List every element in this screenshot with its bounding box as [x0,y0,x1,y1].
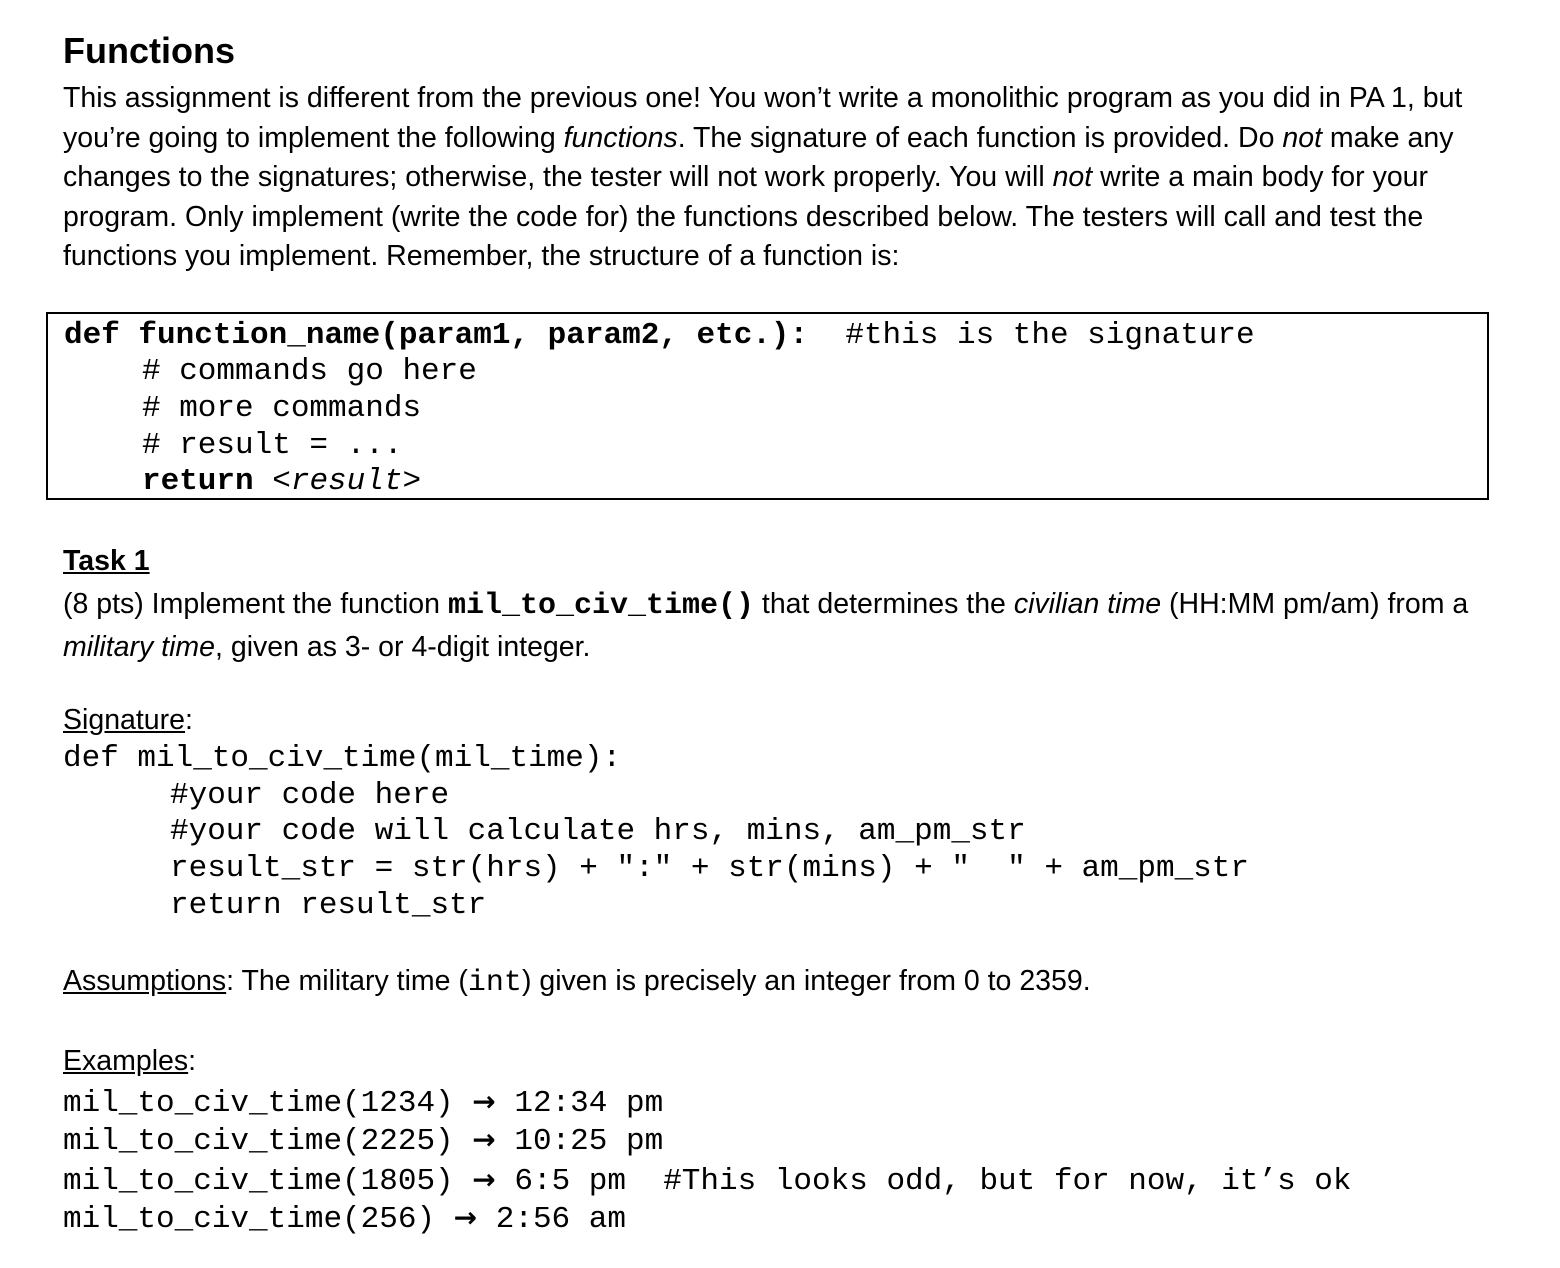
task-pts-text: (8 pts) Implement the function [63,588,448,620]
code-line-return [142,464,421,500]
task-desc-text-1: that determines the [754,588,1014,620]
signature-code-line-3: #your code will calculate hrs, mins, am_pm_str [170,814,1026,849]
example-result: 10:25 pm [514,1124,664,1159]
task-desc-text-3: , given as 3- or 4-digit integer. [215,631,591,663]
intro-em-not-2: not [1052,161,1093,193]
example-result: 2:56 am [495,1202,626,1237]
code-return-value: <result> [272,464,422,499]
example-line [63,1200,626,1238]
examples-label-colon: : [188,1045,197,1077]
page-title: Functions [63,30,235,71]
example-result: 12:34 pm [514,1086,664,1121]
example-call: mil_to_civ_time(1805) [63,1164,454,1199]
signature-code-line-1: def mil_to_civ_time(mil_time): [63,741,622,776]
code-line-signature [64,318,1255,354]
assumptions-text-2: ) given is precisely an integer from 0 to 2359. [521,965,1091,997]
example-call: mil_to_civ_time(256) [63,1202,436,1237]
code-signature-comment: #this is the signature [845,318,1255,353]
task-title: Task 1 [63,545,150,577]
task-em-civilian: civilian time [1013,588,1162,620]
example-result: 6:5 pm [514,1164,626,1199]
signature-code-line-4: result_str = str(hrs) + ":" + str(mins) + " " + am_pm_str [170,851,1249,886]
signature-code-line-5: return result_str [170,888,487,923]
task-desc-text-2: (HH:MM pm/am) from a [1161,588,1469,620]
examples-label-text: Examples [63,1045,189,1077]
example-line [63,1122,663,1160]
intro-text-4: write a main body for your program. Only implement (write the code for) the functions described below. The testers will call and test the functions you implement. Remember, the structure of a function is: [63,161,1429,272]
assumptions-text-1: : The military time ( [226,965,468,997]
task-description [63,584,1503,668]
example-note: #This looks odd, but for now, it’s ok [663,1164,1352,1199]
right-arrow-icon: → [453,1201,478,1234]
intro-text-2: . The signature of each function is provided. Do [677,121,1283,154]
right-arrow-icon: → [472,1085,496,1118]
signature-label-text: Signature [63,704,186,736]
signature-code-line-2: #your code here [170,778,450,813]
example-line [63,1084,663,1122]
code-return-keyword: return [142,464,254,499]
task-function-name: mil_to_civ_time() [447,589,754,623]
right-arrow-icon: → [472,1123,496,1156]
task-em-military: military time [63,631,216,663]
assumptions [63,965,1091,1000]
intro-text-1: This assignment is different from the previous one! You won’t write a monolithic program as you did in PA 1, but you’re going to implement the following [63,82,1463,154]
right-arrow-icon: → [472,1163,496,1196]
code-line-result: # result = ... [142,428,403,463]
intro-em-functions: functions [563,121,678,154]
code-line-more-commands: # more commands [142,391,422,426]
example-call: mil_to_civ_time(2225) [63,1124,454,1159]
function-structure-code-box [46,312,1489,500]
intro-em-not-1: not [1282,121,1322,154]
assumptions-code-int: int [467,966,522,1000]
signature-label-colon: : [185,704,193,736]
code-line-commands: # commands go here [142,354,477,389]
intro-text-3: make any changes to the signatures; otherwise, the tester will not work properly. You will [63,121,1454,193]
assumptions-label: Assumptions [63,965,227,997]
examples-label [63,1045,196,1078]
example-line [63,1162,1352,1200]
intro-paragraph [63,79,1488,277]
example-call: mil_to_civ_time(1234) [63,1086,454,1121]
signature-label [63,704,193,737]
code-def-signature: def function_name(param1, param2, etc.): [64,318,809,353]
